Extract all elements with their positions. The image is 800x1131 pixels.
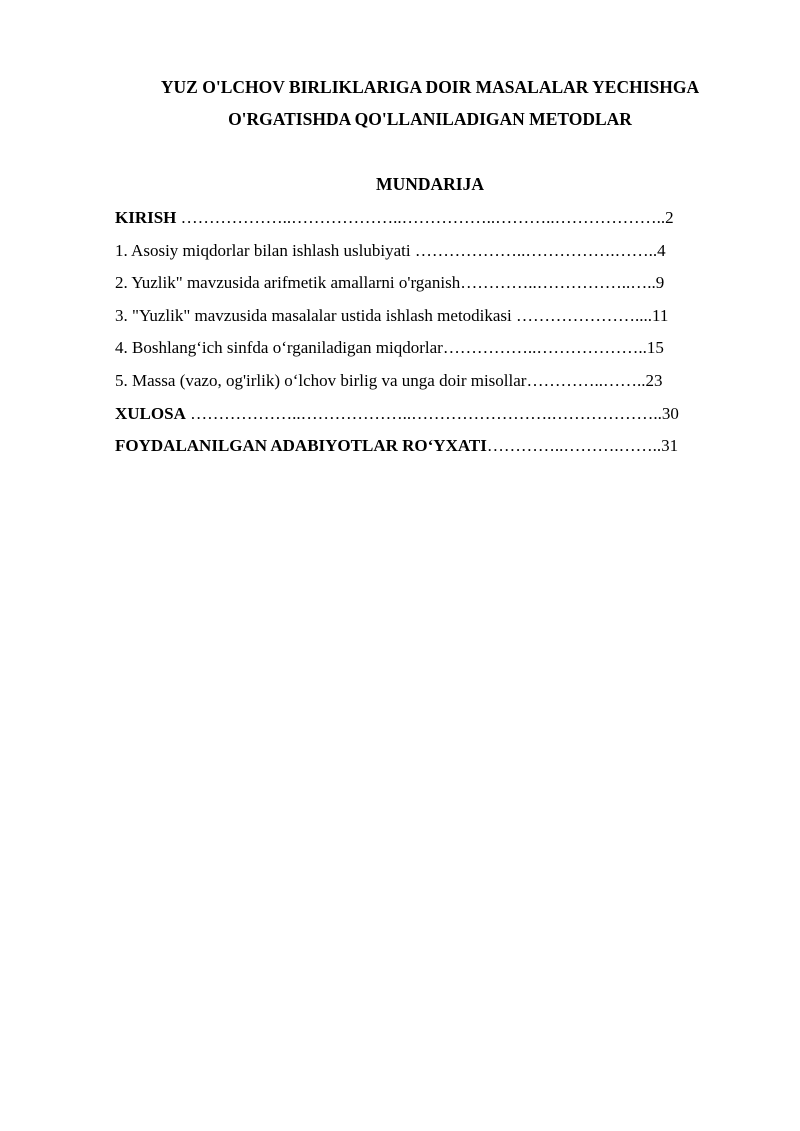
toc-entry-leader: …………..……….……..: [486, 436, 662, 456]
toc-entry-page: 11: [652, 305, 669, 325]
toc-entry-page: 30: [661, 403, 679, 423]
toc-entry-4: [115, 338, 755, 371]
toc-entry-page: 9: [655, 273, 665, 293]
toc-entry-label: 3. "Yuzlik" mavzusida masalalar ustida ishlash metodikasi: [115, 305, 512, 325]
toc-entry-kirish: [115, 208, 755, 241]
toc-entry-page: 15: [646, 338, 664, 358]
toc-entry-page: 4: [657, 240, 666, 260]
toc-entry-3: [115, 306, 755, 339]
toc-entry-5: [115, 371, 755, 404]
table-of-contents: [115, 208, 755, 469]
toc-entry-label: 1. Asosiy miqdorlar bilan ishlash uslubiyati: [115, 240, 411, 260]
toc-entry-label: 5. Massa (vazo, og'irlik) o‘lchov birlig va unga doir misollar: [115, 370, 527, 390]
toc-entry-page: 31: [661, 436, 679, 456]
toc-entry-page: 2: [665, 208, 674, 227]
toc-entry-page: 23: [645, 370, 663, 390]
toc-entry-leader: ………………..…………….……..: [410, 240, 658, 260]
toc-entry-label: KIRISH: [115, 208, 177, 227]
toc-entry-leader: ………………..………………..…………………….………………..: [185, 403, 662, 423]
toc-entry-leader: ………………..………………..……………..………..………………..: [176, 208, 666, 227]
document-title-line-1: YUZ O'LCHOV BIRLIKLARIGA DOIR MASALALAR YECHISHGA: [160, 77, 700, 97]
toc-entry-label: XULOSA: [115, 403, 186, 423]
toc-entry-xulosa: [115, 404, 755, 437]
document-title-line-2: O'RGATISHDA QO'LLANILADIGAN METODLAR: [228, 109, 632, 129]
toc-entry-adabiyotlar: [115, 436, 755, 469]
toc-heading: MUNDARIJA: [376, 174, 484, 194]
toc-entry-label: FOYDALANILGAN ADABIYOTLAR RO‘YXATI: [115, 436, 487, 456]
toc-entry-leader: …………………....: [511, 305, 653, 325]
toc-entry-1: [115, 241, 755, 274]
toc-entry-label: 2. Yuzlik" mavzusida arifmetik amallarni o'rganish: [115, 273, 461, 293]
toc-entry-label: 4. Boshlang‘ich sinfda o‘rganiladigan miqdorlar: [115, 338, 443, 358]
toc-entry-leader: ……………..………………..: [442, 338, 647, 358]
toc-entry-leader: …………..……………..…..: [460, 273, 656, 293]
toc-entry-2: [115, 273, 755, 306]
toc-entry-leader: …………..……..: [526, 370, 646, 390]
